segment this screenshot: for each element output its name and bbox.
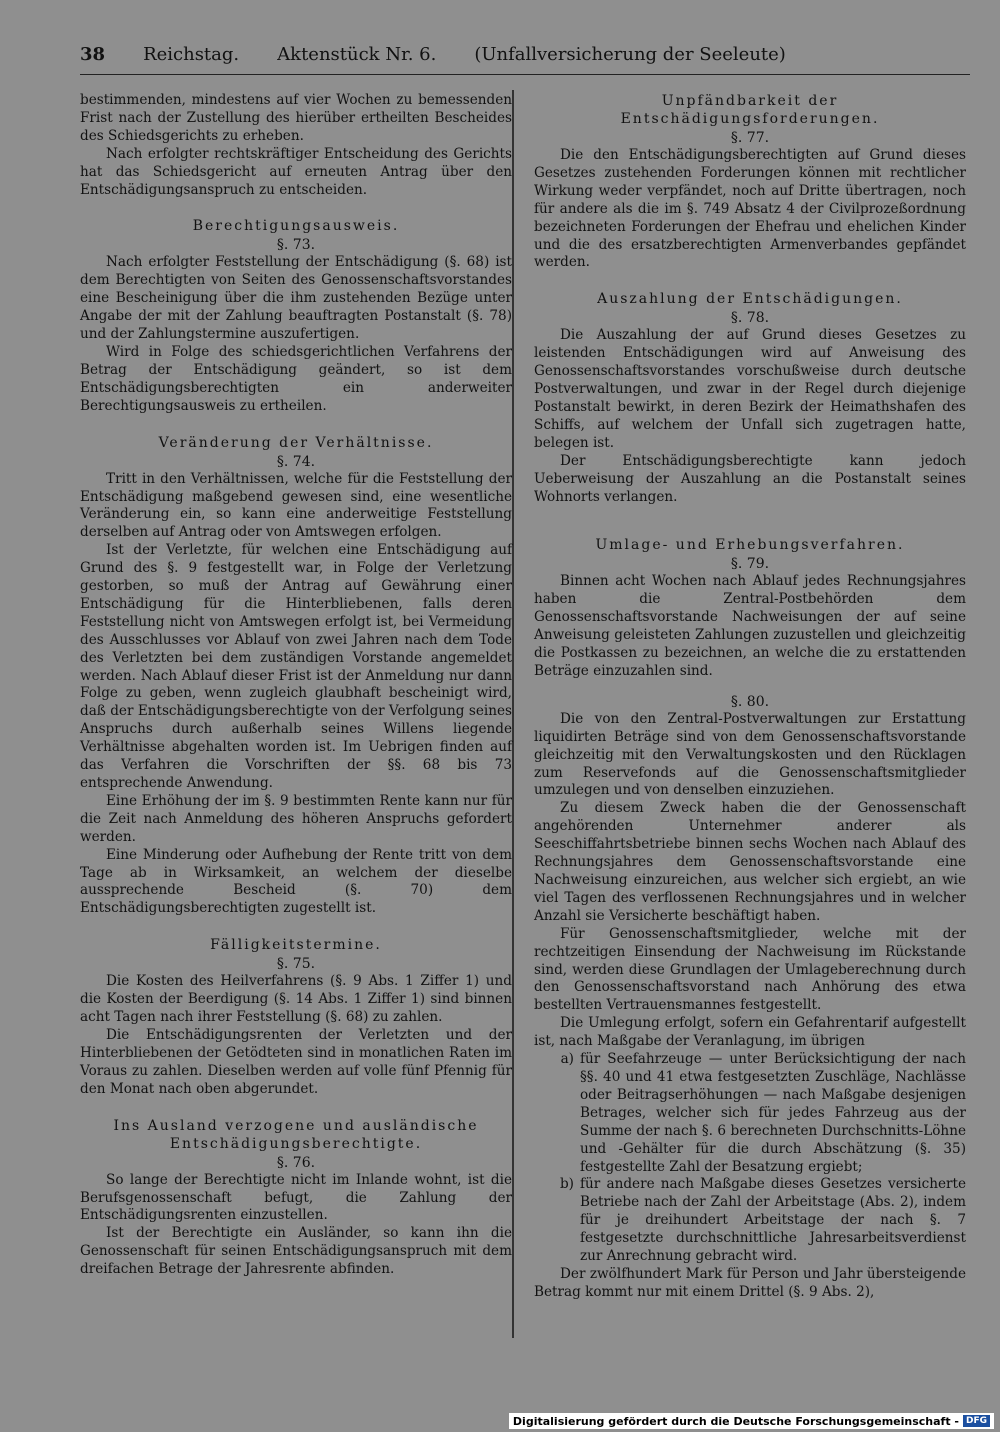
digitization-credit (509, 1413, 994, 1429)
section-number: §. 76. (276, 1154, 316, 1171)
paragraph: So lange der Berechtigte nicht im Inlande wohnt, ist die Berufsgenossenschaft befugt, die Zahlung der Entschädigungsrenten einzustellen. (80, 1171, 512, 1224)
paragraph: Die Umlegung erfolgt, sofern ein Gefahrentarif aufgestellt ist, nach Maßgabe der Veranlagung, im übrigen (534, 1015, 966, 1050)
paragraph: Ist der Berechtigte ein Ausländer, so kann ihn die Genossenschaft für seinen Entschädigungsanspruch mit dem dreifachen Betrage der Jahresrente abfinden. (80, 1225, 512, 1278)
section-number: §. 77. (730, 130, 770, 146)
paragraph: Eine Erhöhung der im §. 9 bestimmten Rente kann nur für die Zeit nach Anmeldung des höheren Anspruchs gefordert werden. (80, 792, 512, 845)
paragraph: Wird in Folge des schiedsgerichtlichen Verfahrens der Betrag der Entschädigung geändert, so ist dem Entschädigungsberechtigten ein anderweiter Berechtigungsausweis zu ertheilen. (80, 343, 512, 414)
section-heading: Umlage- und Erhebungsverfahren. (595, 537, 905, 554)
paragraph: Zu diesem Zweck haben die der Genossenschaft angehörenden Unternehmer anderer als Seeschiffahrtsbetriebe binnen sechs Wochen nach Ablauf des Rechnungsjahres dem Genossenschaftsvorstande eine Nachweisung einzureichen, aus welcher sich ergiebt, an wie viel Tagen des verflossenen Rechnungsjahres und in welcher Anzahl sie Versicherte beschäftigt haben. (534, 800, 966, 924)
document-number: Aktenstück Nr. 6. (277, 44, 437, 65)
left-column (80, 92, 512, 1279)
section-heading: Fälligkeitstermine. (210, 937, 382, 954)
list-marker: b) (559, 1176, 574, 1193)
paragraph: Binnen acht Wochen nach Ablauf jedes Rechnungsjahres haben die Zentral-Postbehörden dem Genossenschaftsvorstande Nachweisungen der auf seine Anweisung geleisteten Zahlungen zuzustellen und gleichzeitig die Postkassen zu bezeichnen, an welche die zu erstattenden Beträge einzuzahlen sind. (534, 573, 966, 679)
page-header (80, 44, 970, 75)
paragraph: Tritt in den Verhältnissen, welche für die Feststellung der Entschädigung maßgebend gewesen sind, eine wesentliche Veränderung ein, so kann eine anderweitige Feststellung derselben auf Antrag oder von Amtswegen erfolgen. (80, 470, 512, 541)
section-number: §. 80. (730, 693, 770, 710)
section-number: §. 79. (730, 556, 770, 573)
paragraph: Die Entschädigungsrenten der Verletzten und der Hinterbliebenen der Getödteten sind in monatlichen Raten im Voraus zu zahlen. Dieselben werden auf volle fünf Pfennig für den Monat nach oben abgerundet. (80, 1026, 512, 1097)
section-heading: Veränderung der Verhältnisse. (158, 434, 434, 451)
paragraph: Die Kosten des Heilverfahrens (§. 9 Abs. 1 Ziffer 1) und die Kosten der Beerdigung (§. 14 Abs. 1 Ziffer 1) sind binnen acht Tagen nach ihrer Feststellung (§. 68) zu zahlen. (80, 973, 512, 1026)
dfg-logo: DFG (963, 1415, 990, 1427)
section-number: §. 73. (276, 237, 316, 254)
paragraph: Nach erfolgter rechtskräftiger Entscheidung des Gerichts hat das Schiedsgericht auf erneuten Antrag über den Entschädigungsanspruch zu entscheiden. (80, 145, 512, 198)
paragraph: Der Entschädigungsberechtigte kann jedoch Ueberweisung der Auszahlung an die Postanstalt seines Wohnorts verlangen. (534, 452, 966, 505)
paragraph: Die Auszahlung der auf Grund dieses Gesetzes zu leistenden Entschädigungen wird auf Anweisung des Genossenschaftsvorstandes vorschußweise durch deutsche Postverwaltungen, und zwar in der Regel durch diejenige Postanstalt bewirkt, in deren Bezirk der Heimathshafen des Schiffs, auf welchem der Unfall sich zugetragen hatte, belegen ist. (534, 327, 966, 451)
section-heading: Unpfändbarkeit der Entschädigungsforderungen. (620, 93, 880, 127)
list-item-text: für andere nach Maßgabe dieses Gesetzes versicherte Betriebe nach der Zahl der Arbeitstage (Abs. 2), indem für je dreihundert Arbeitstage der nach §. 7 festgesetzte durchschnittliche Jahresarbeitsverdienst zur Anrechnung gebracht wird. (580, 1176, 966, 1265)
right-column (534, 92, 966, 1302)
column-divider (512, 90, 514, 1338)
credit-text: Digitalisierung gefördert durch die Deutsche Forschungsgemeinschaft - (512, 1414, 959, 1428)
paragraph: bestimmenden, mindestens auf vier Wochen zu bemessenden Frist nach der Zustellung des hierüber ertheilten Bescheides des Schiedsgerichts zu erheben. (80, 92, 512, 144)
paragraph: Die von den Zentral-Postverwaltungen zur Erstattung liquidirten Beträge sind von dem Genossenschaftsvorstande gleichzeitig mit den Verwaltungskosten und den Rücklagen zum Reservefonds auf die Genossenschaftsmitglieder umzulegen und von denselben einzuziehen. (534, 710, 966, 799)
list-item-text: für Seefahrzeuge — unter Berücksichtigung der nach §§. 40 und 41 etwa festgesetzten Zuschläge, Nachlässe oder Beitragserhöhungen — nach Maßgabe desjenigen Betrages, welcher sich für jedes Fahrzeug aus der Summe der nach §. 6 berechneten Durchschnitts-Löhne und -Gehälter für die durch Abschätzung (§. 35) festgestellte Zahl der Besatzung ergiebt; (580, 1051, 966, 1175)
paragraph: Der zwölfhundert Mark für Person und Jahr übersteigende Betrag kommt nur mit einem Drittel (§. 9 Abs. 2), (534, 1265, 966, 1300)
list-item (534, 1176, 966, 1266)
paragraph: Für Genossenschaftsmitglieder, welche mit der rechtzeitigen Einsendung der Nachweisung im Rückstande sind, werden diese Grundlagen der Umlageberechnung durch den Genossenschaftsvorstand nach Anhörung des etwa bestellten Vertrauensmannes festgestellt. (534, 925, 966, 1014)
list-marker: a) (560, 1051, 574, 1068)
section-number: §. 78. (730, 310, 770, 327)
paragraph: Ist der Verletzte, für welchen eine Entschädigung auf Grund des §. 9 festgestellt war, in Folge der Verletzung gestorben, so muß der Antrag auf Gewährung einer Entschädigung für die Hinterbliebenen, falls deren Feststellung nicht von Amtswegen erfolgt ist, bei Vermeidung des Ausschlusses vor Ablauf von zwei Jahren nach dem Tode des Verletzten bei dem zuständigen Vorstande angemeldet werden. Nach Ablauf dieser Frist ist der Anmeldung nur dann Folge zu geben, wenn zugleich glaubhaft bescheinigt wird, daß der Entschädigungsberechtigte von der Verfolgung seines Anspruchs durch außerhalb seines Willens liegende Verhältnisse abgehalten worden ist. Im Uebrigen finden auf das Verfahren die Vorschriften der §§. 68 bis 73 entsprechende Anwendung. (80, 542, 512, 791)
section-heading: Ins Ausland verzogene und ausländische Entschädigungsberechtigte. (113, 1117, 479, 1152)
publication-title: Reichstag. (143, 44, 240, 65)
section-heading: Auszahlung der Entschädigungen. (597, 291, 903, 308)
section-number: §. 74. (276, 453, 316, 470)
list-item (534, 1051, 966, 1176)
paragraph: Nach erfolgter Feststellung der Entschädigung (§. 68) ist dem Berechtigten von Seiten des Genossenschaftsvorstandes eine Bescheinigung über die ihm zustehenden Bezüge unter Angabe der mit der Zahlung beauftragten Postanstalt (§. 78) und der Zahlungstermine auszufertigen. (80, 254, 512, 343)
section-heading: Berechtigungsausweis. (192, 218, 400, 235)
paragraph: Die den Entschädigungsberechtigten auf Grund dieses Gesetzes zustehenden Forderungen können mit rechtlicher Wirkung weder verpfändet, noch auf Dritte übertragen, noch für andere als die im §. 749 Absatz 4 der Civilprozeßordnung bezeichneten Forderungen der Ehefrau und ehelichen Kinder und die des ersatzberechtigten Armenverbandes gepfändet werden. (534, 147, 966, 271)
page-number: 38 (80, 44, 106, 65)
document-subject: (Unfallversicherung der Seeleute) (474, 44, 786, 65)
paragraph: Eine Minderung oder Aufhebung der Rente tritt von dem Tage ab in Wirksamkeit, an welchem der dieselbe aussprechende Bescheid (§. 70) dem Entschädigungsberechtigten zugestellt ist. (80, 846, 512, 917)
section-number: §. 75. (276, 956, 316, 973)
